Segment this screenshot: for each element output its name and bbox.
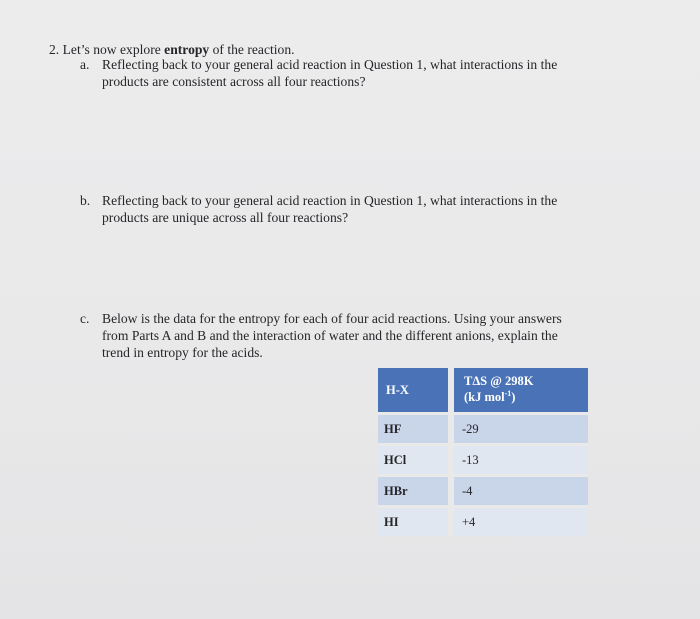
- header-units-sup: -1: [504, 389, 512, 399]
- part-a-line-2: products are consistent across all four reactions?: [102, 74, 366, 89]
- question-number: 2.: [49, 42, 60, 57]
- header-tds: [448, 368, 588, 412]
- part-b-line-1: Reflecting back to your general acid reaction in Question 1, what interactions in the: [102, 193, 558, 208]
- header-units-pre: (kJ mol: [464, 390, 505, 405]
- part-c-letter: c.: [80, 311, 90, 326]
- value-cell: -13: [448, 446, 588, 474]
- part-b-line-2: products are unique across all four reactions?: [102, 210, 349, 225]
- acid-cell: HF: [378, 415, 448, 443]
- entropy-table: [378, 368, 588, 536]
- intro-bold-term: entropy: [164, 42, 210, 57]
- table-row: [378, 508, 588, 536]
- part-b-letter: b.: [80, 193, 91, 208]
- header-units-post: ): [511, 390, 516, 405]
- value-cell: -29: [448, 415, 588, 443]
- part-c-line-3: trend in entropy for the acids.: [102, 345, 263, 360]
- header-tds-line-2: [464, 389, 588, 405]
- header-hx: H-X: [378, 368, 448, 412]
- part-c-line-2: from Parts A and B and the interaction of water and the different anions, explain the: [102, 328, 558, 343]
- table-row: [378, 415, 588, 443]
- acid-cell: HI: [378, 508, 448, 536]
- intro-prefix: Let’s now explore: [62, 42, 165, 57]
- table-row: [378, 477, 588, 505]
- acid-cell: HCl: [378, 446, 448, 474]
- part-c-line-1: Below is the data for the entropy for each of four acid reactions. Using your answers: [102, 311, 562, 326]
- value-cell: +4: [448, 508, 588, 536]
- value-cell: -4: [448, 477, 588, 505]
- acid-cell: HBr: [378, 477, 448, 505]
- header-tds-line-1: TΔS @ 298K: [464, 374, 534, 389]
- table-row: [378, 446, 588, 474]
- part-a-letter: a.: [80, 57, 90, 72]
- table-header-row: [378, 368, 588, 412]
- part-a-line-1: Reflecting back to your general acid reaction in Question 1, what interactions in the: [102, 57, 558, 72]
- intro-suffix: of the reaction.: [209, 42, 295, 57]
